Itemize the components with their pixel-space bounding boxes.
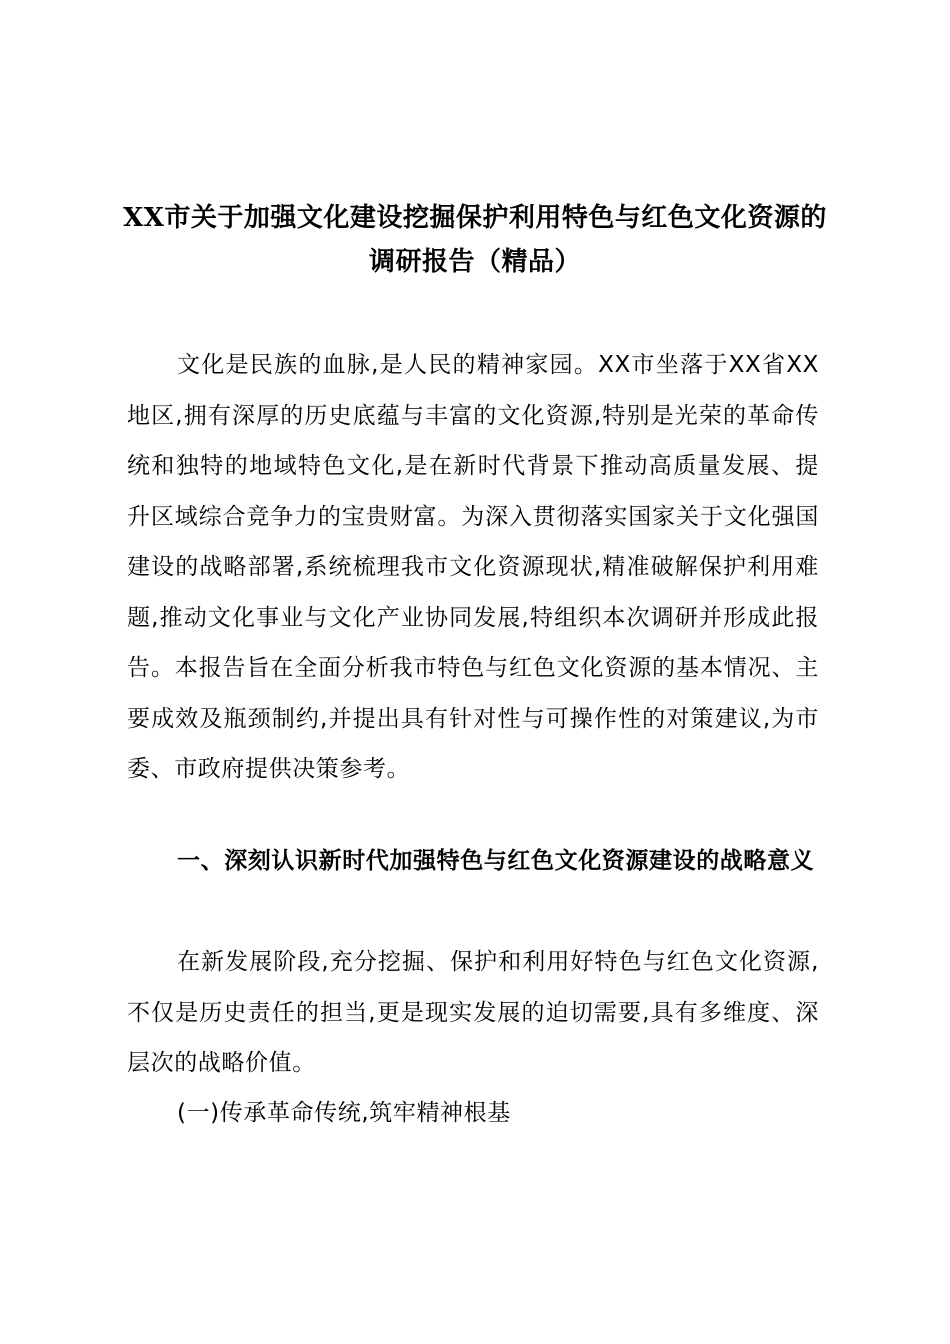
section-1-paragraph: 在新发展阶段,充分挖掘、保护和利用好特色与红色文化资源,不仅是历史责任的担当,更是现实发展的迫切需要,具有多维度、深层次的战略价值。 [127,949,819,1076]
document-title: XX市关于加强文化建设挖掘保护利用特色与红色文化资源的调研报告（精品） [123,203,827,277]
section-1-heading: 一、深刻认识新时代加强特色与红色文化资源建设的战略意义 [177,848,815,874]
subsection-1-heading: (一)传承革命传统,筑牢精神根基 [177,1100,511,1126]
intro-paragraph: 文化是民族的血脉,是人民的精神家园。XX市坐落于XX省XX地区,拥有深厚的历史底蕴与丰富的文化资源,特别是光荣的革命传统和独特的地域特色文化,是在新时代背景下推动高质量发展、提升区域综合竞争力的宝贵财富。为深入贯彻落实国家关于文化强国建设的战略部署,系统梳理我市文化资源现状,精准破解保护利用难题,推动文化事业与文化产业协同发展,特组织本次调研并形成此报告。本报告旨在全面分析我市特色与红色文化资源的基本情况、主要成效及瓶颈制约,并提出具有针对性与可操作性的对策建议,为市委、市政府提供决策参考。 [127,352,819,782]
